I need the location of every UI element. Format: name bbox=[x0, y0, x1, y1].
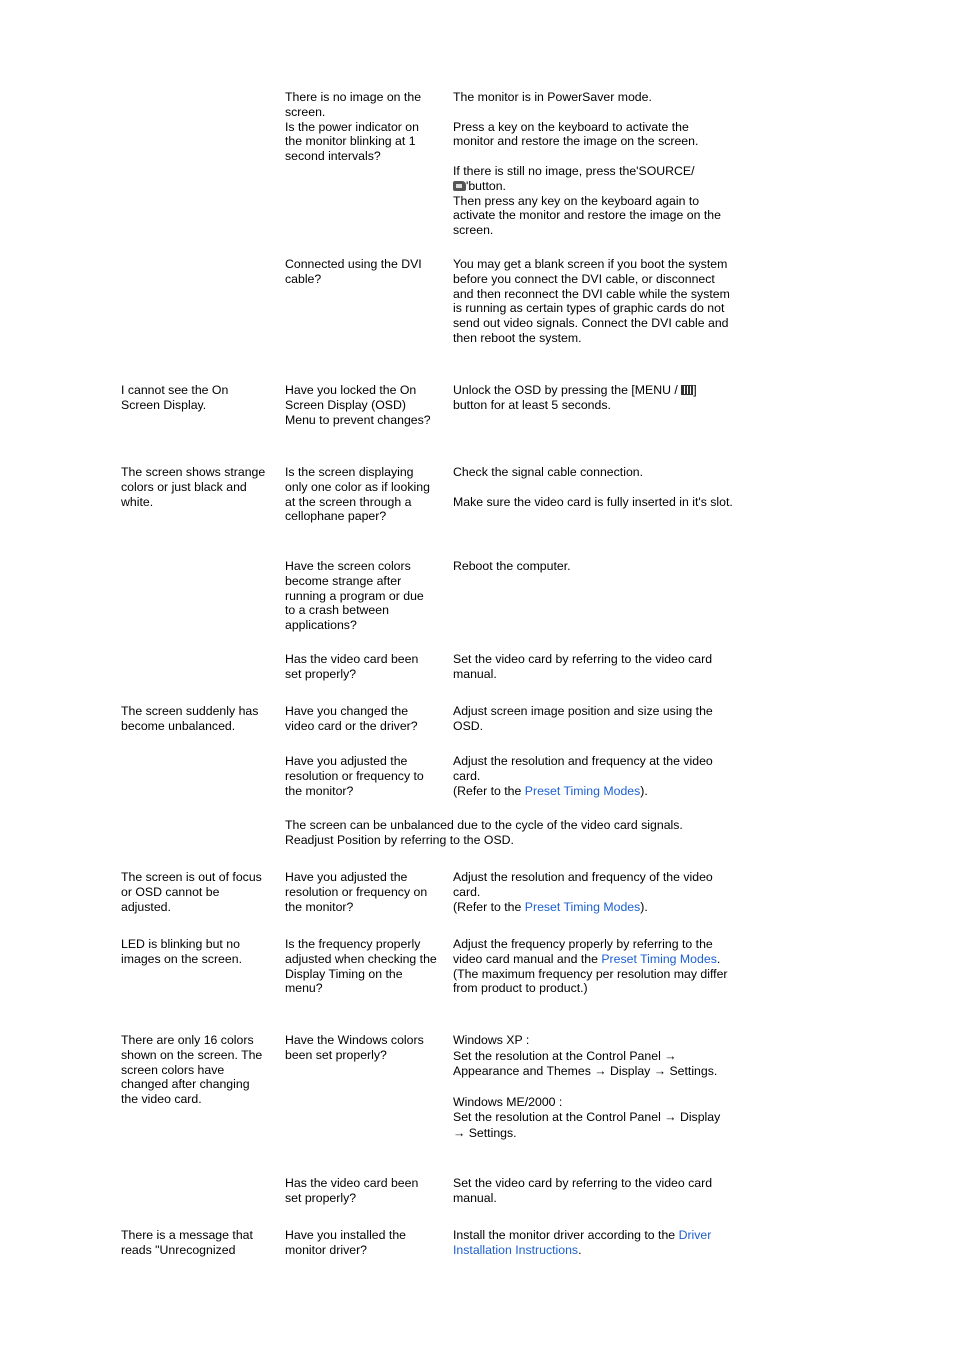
check-windows-colors: Have the Windows colors been set properly? bbox=[285, 1033, 424, 1062]
solution-monitor-driver: Install the monitor driver according to the Driver Installation Instructions. bbox=[453, 1228, 712, 1257]
solution-windows-colors: Windows XP : Set the resolution at the Control Panel → Appearance and Themes → Display → Settings. Windows ME/2000 : Set the resolution at the Control Panel → Display → Settings. bbox=[453, 1033, 721, 1140]
solution-focus: Adjust the resolution and frequency of the video card. (Refer to the Preset Timing Modes). bbox=[453, 870, 713, 914]
check-dvi: Connected using the DVI cable? bbox=[285, 257, 422, 286]
check-osd: Have you locked the On Screen Display (OSD) Menu to prevent changes? bbox=[285, 383, 431, 427]
menu-button-icon bbox=[681, 385, 693, 395]
check-video-card-2: Has the video card been set properly? bbox=[285, 1176, 419, 1205]
solution-no-image: The monitor is in PowerSaver mode. Press a key on the keyboard to activate the monitor and restore the image on the screen. If there is still no image, press the'SOURCE/ 'button. Then press any key on the keyboard again to activate the monitor and restore the image on the screen. bbox=[453, 90, 721, 238]
solution-crash: Reboot the computer. bbox=[453, 559, 571, 573]
problem-focus: The screen is out of focus or OSD cannot be adjusted. bbox=[121, 870, 262, 914]
solution-one-color: Check the signal cable connection. Make sure the video card is fully inserted in it's slot. bbox=[453, 465, 733, 509]
check-driver-change: Have you changed the video card or the driver? bbox=[285, 704, 418, 733]
preset-timing-modes-link[interactable]: Preset Timing Modes bbox=[524, 783, 641, 798]
problem-led-blinking: LED is blinking but no images on the screen. bbox=[121, 937, 242, 966]
check-video-card: Has the video card been set properly? bbox=[285, 652, 419, 681]
check-resolution-monitor: Have you adjusted the resolution or frequency to the monitor? bbox=[285, 754, 424, 798]
preset-timing-modes-link[interactable]: Preset Timing Modes bbox=[524, 899, 641, 914]
solution-video-card-2: Set the video card by referring to the video card manual. bbox=[453, 1176, 713, 1205]
check-resolution-on-monitor: Have you adjusted the resolution or frequency on the monitor? bbox=[285, 870, 428, 914]
solution-resolution-monitor: Adjust the resolution and frequency at the video card. (Refer to the Preset Timing Modes). bbox=[453, 754, 713, 798]
check-frequency: Is the frequency properly adjusted when checking the Display Timing on the menu? bbox=[285, 937, 437, 996]
problem-16-colors: There are only 16 colors shown on the screen. The screen colors have changed after changing the video card. bbox=[121, 1033, 263, 1107]
unbalanced-note: The screen can be unbalanced due to the cycle of the video card signals. Readjust Position by referring to the OSD. bbox=[285, 818, 683, 847]
solution-video-card: Set the video card by referring to the video card manual. bbox=[453, 652, 713, 681]
check-no-image: There is no image on the screen. Is the power indicator on the monitor blinking at 1 second intervals? bbox=[285, 90, 422, 164]
problem-unrecognized-message: There is a message that reads "Unrecognized bbox=[121, 1228, 253, 1257]
solution-dvi: You may get a blank screen if you boot the system before you connect the DVI cable, or disconnect and then reconnect the DVI cable while the system is running as certain types of graphic cards do not send out video signals. Connect the DVI cable and then reboot the system. bbox=[453, 257, 730, 345]
check-one-color: Is the screen displaying only one color as if looking at the screen through a cellophane paper? bbox=[285, 465, 430, 524]
solution-osd: Unlock the OSD by pressing the [MENU / ] button for at least 5 seconds. bbox=[453, 383, 697, 412]
solution-frequency: Adjust the frequency properly by referring to the video card manual and the Preset Timing Modes. (The maximum frequency per resolution may differ from product to product.) bbox=[453, 937, 728, 996]
problem-unbalanced: The screen suddenly has become unbalanced. bbox=[121, 704, 259, 733]
driver-installation-link[interactable]: Driver Installation Instructions bbox=[453, 1228, 712, 1257]
source-button-icon bbox=[453, 181, 466, 191]
problem-strange-colors: The screen shows strange colors or just black and white. bbox=[121, 465, 266, 509]
solution-driver-change: Adjust screen image position and size using the OSD. bbox=[453, 704, 713, 733]
preset-timing-modes-link[interactable]: Preset Timing Modes bbox=[601, 951, 717, 966]
problem-osd: I cannot see the On Screen Display. bbox=[121, 383, 229, 412]
check-monitor-driver: Have you installed the monitor driver? bbox=[285, 1228, 406, 1257]
check-crash: Have the screen colors become strange after running a program or due to a crash between applications? bbox=[285, 559, 424, 633]
